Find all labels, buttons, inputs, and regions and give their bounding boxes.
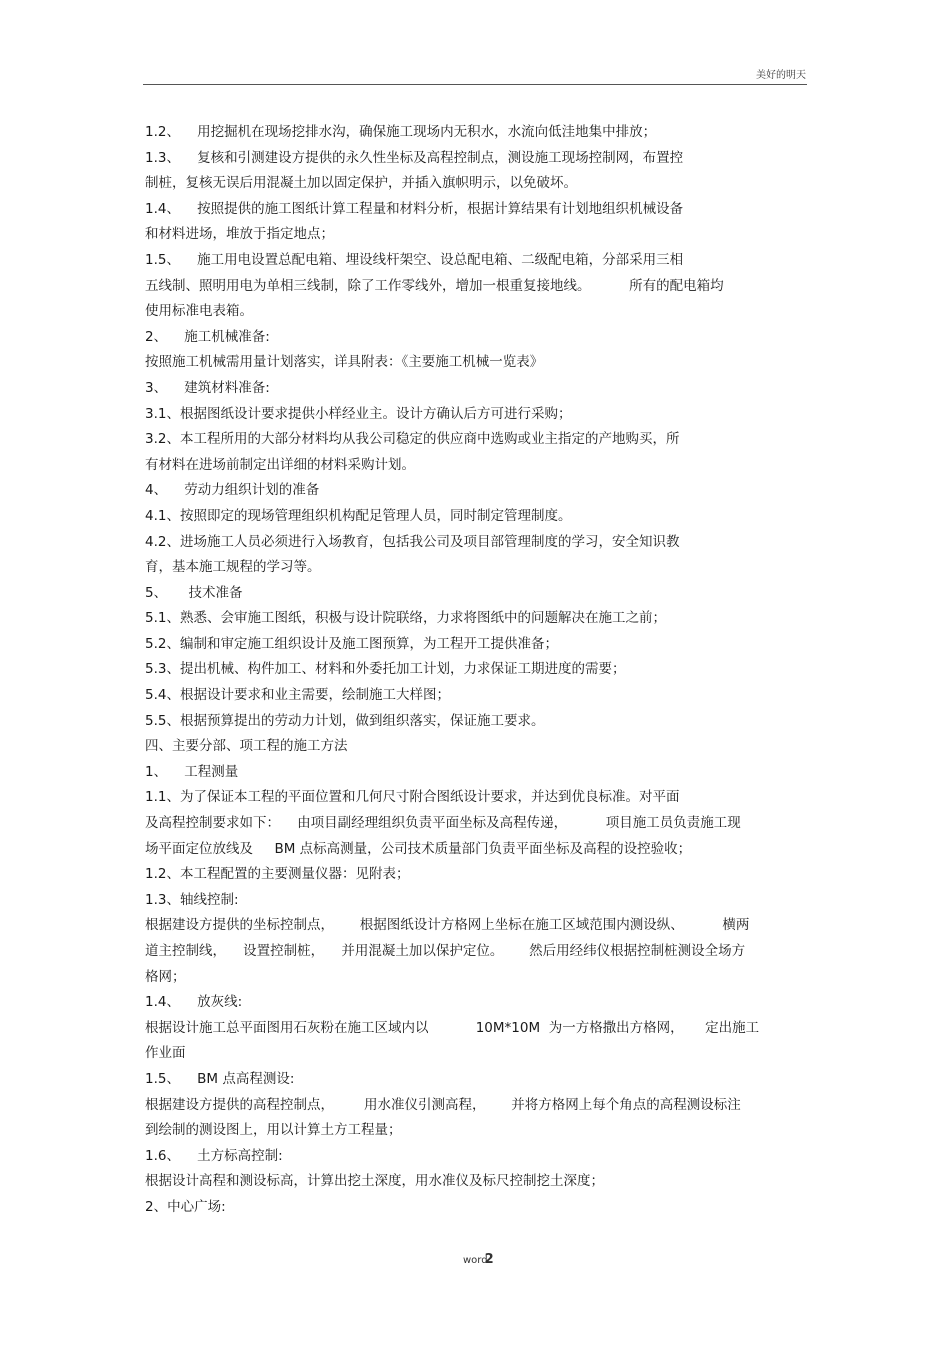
text-line: 1.2、 用挖掘机在现场挖排水沟，确保施工现场内无积水，水流向低洼地集中排放； [145, 124, 657, 140]
text-line: 3.1、根据图纸设计要求提供小样经业主。设计方确认后方可进行采购； [145, 405, 572, 422]
text-line: 2、 施工机械准备: [145, 328, 270, 345]
text-line: 制桩，复核无误后用混凝土加以固定保护，并插入旗帜明示，以免破坏。 [145, 175, 577, 192]
footer-word: word [463, 1255, 488, 1266]
text-line: 作业面 [145, 1045, 186, 1062]
text-line: 按照施工机械需用量计划落实，详具附表：《主要施工机械一览表》 [145, 354, 544, 371]
text-line: 使用标准电表箱。 [145, 303, 253, 320]
header-rule [143, 84, 807, 85]
text-line: 场平面定位放线及 BM 点标高测量，公司技术质量部门负责平面坐标及高程的设控验收； [145, 840, 692, 857]
text-line: 根据建设方提供的高程控制点， 用水准仪引测高程， 并将方格网上每个角点的高程测设标注 [145, 1096, 741, 1113]
text-line: 根据设计施工总平面图用石灰粉在施工区域内以 10M*10M 为一方格撒出方格网， 定出施工 [145, 1019, 760, 1036]
text-line: 1.4、 放灰线: [145, 994, 243, 1011]
text-line: 2、中心广场: [145, 1198, 226, 1215]
text-line: 1.5、 施工用电设置总配电箱、埋设线杆架空、设总配电箱、二级配电箱，分部采用三相 [145, 251, 684, 268]
text-line: 1.4、 按照提供的施工图纸计算工程量和材料分析，根据计算结果有计划地组织机械设备 [145, 200, 684, 217]
text-line: 3、 建筑材料准备: [145, 379, 270, 396]
text-line: 五线制、照明用电为单相三线制，除了工作零线外，增加一根重复接地线。 所有的配电箱均 [145, 277, 724, 294]
text-line: 育，基本施工规程的学习等。 [145, 559, 321, 576]
text-line: 4.1、按照即定的现场管理组织机构配足管理人员，同时制定管理制度。 [145, 507, 572, 524]
text-line: 5.3、提出机械、构件加工、材料和外委托加工计划，力求保证工期进度的需要； [145, 661, 626, 678]
text-line: 有材料在进场前制定出详细的材料采购计划。 [145, 456, 415, 473]
text-line: 格网； [145, 968, 186, 985]
text-line: 根据建设方提供的坐标控制点， 根据图纸设计方格网上坐标在施工区域范围内测设纵、 横两 [145, 917, 750, 934]
page-footer [463, 1252, 494, 1267]
text-line: 1.1、为了保证本工程的平面位置和几何尺寸附合图纸设计要求，并达到优良标准。对平面 [145, 789, 680, 806]
text-line: 4.2、进场施工人员必须进行入场教育，包括我公司及项目部管理制度的学习，安全知识教 [145, 533, 680, 550]
text-line: 根据设计高程和测设标高，计算出挖土深度，用水准仪及标尺控制挖土深度； [145, 1173, 604, 1190]
text-line: 1.2、本工程配置的主要测量仪器：见附表； [145, 866, 410, 883]
text-line: 5.2、编制和审定施工组织设计及施工图预算，为工程开工提供准备； [145, 635, 558, 652]
page-header-text: 美好的明天 [756, 70, 806, 81]
page-number: 2 [484, 1252, 494, 1267]
text-line: 1.3、轴线控制: [145, 891, 239, 908]
text-line: 四、主要分部、项工程的施工方法 [145, 738, 348, 755]
text-line: 1.6、 土方标高控制: [145, 1147, 283, 1164]
text-line: 4、 劳动力组织计划的准备 [145, 482, 320, 499]
text-line: 及高程控制要求如下： 由项目副经理组织负责平面坐标及高程传递， 项目施工员负责施工现 [145, 815, 741, 832]
text-line: 5.5、根据预算提出的劳动力计划，做到组织落实，保证施工要求。 [145, 712, 545, 729]
text-line: 到绘制的测设图上，用以计算土方工程量； [145, 1122, 402, 1139]
text-line: 5.4、根据设计要求和业主需要，绘制施工大样图； [145, 687, 450, 704]
text-line: 道主控制线， 设置控制桩， 并用混凝土加以保护定位。 然后用经纬仪根据控制桩测设全场方 [145, 943, 746, 959]
text-line: 5.1、熟悉、会审施工图纸，积极与设计院联络，力求将图纸中的问题解决在施工之前； [145, 610, 666, 627]
text-line: 1、 工程测量 [145, 763, 239, 780]
document-body [145, 120, 810, 1221]
text-line: 3.2、本工程所用的大部分材料均从我公司稳定的供应商中选购或业主指定的产地购买，所 [145, 431, 680, 448]
text-line: 5、 技术准备 [145, 584, 243, 601]
text-line: 1.3、 复核和引测建设方提供的永久性坐标及高程控制点，测设施工现场控制网，布置控 [145, 149, 684, 166]
text-line: 1.5、 BM 点高程测设: [145, 1070, 295, 1087]
text-line: 和材料进场，堆放于指定地点； [145, 226, 334, 243]
